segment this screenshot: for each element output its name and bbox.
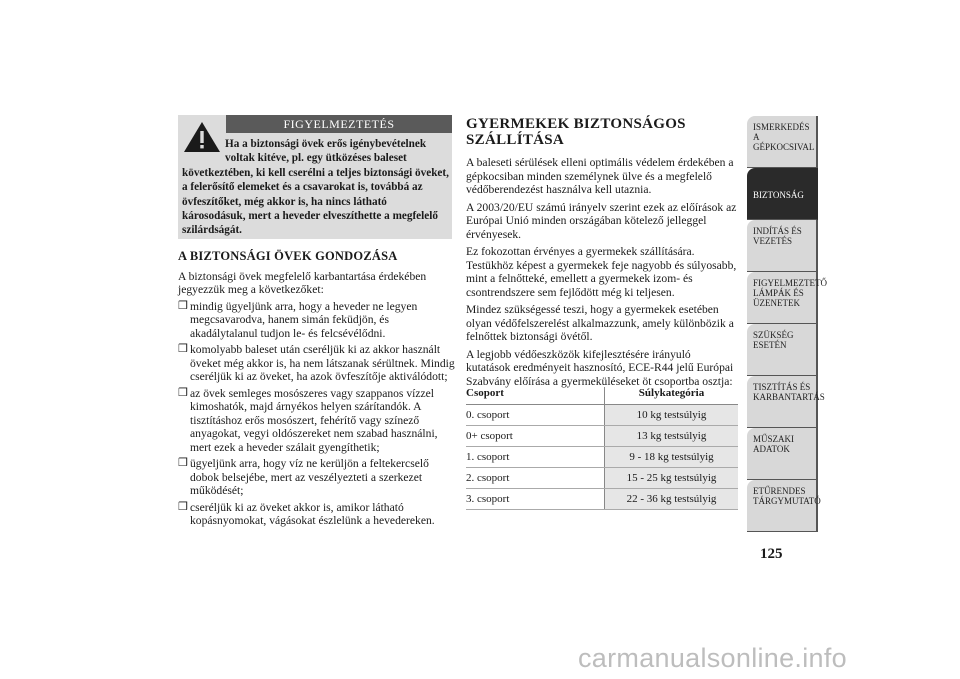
list-item-text: mindig ügyeljünk arra, hogy a heveder ne legyen megcsavarodva, hanem simán feküdjön, és akadálytalanul tudjon le- és felcsévélődni. (190, 299, 418, 340)
warning-text-rest: következtében, ki kell cserélni a teljes biztonsági öveket, a felerősítő elemeket és a csavarokat is, továbbá az övfeszítőket, még akkor is, ha nincs látható károsodásuk, mert a heveder elveszíthette a megfelelő szilárdságát. (182, 166, 449, 237)
tab-starting-driving[interactable] (747, 220, 818, 272)
list-item (178, 457, 456, 498)
list-item (178, 300, 456, 341)
tab-label: TISZTÍTÁS ÉS KARBANTARTÁS (753, 382, 825, 402)
cell-weight: 13 kg testsúlyig (604, 426, 738, 446)
list-item-text: cseréljük ki az öveket akkor is, amikor látható kopásnyomokat, vágásokat észlelünk a hevedereken. (190, 500, 435, 527)
cell-weight: 22 - 36 kg testsúlyig (604, 489, 738, 509)
tab-label: MŰSZAKI ADATOK (753, 434, 795, 454)
warning-text (182, 137, 450, 238)
cell-group: 3. csoport (466, 493, 510, 505)
tab-safety[interactable] (747, 168, 818, 220)
paragraph: Mindez szükségessé teszi, hogy a gyermekek esetében olyan védőfelszerelést alkalmazzunk, amely különbözik a felnőttek biztonsági övétől. (466, 303, 734, 343)
list-item (178, 501, 456, 528)
paragraph: A 2003/20/EU számú irányelv szerint ezek az előírások az Európai Unió minden országában kötelező jelleggel érvényesek. (466, 200, 737, 241)
list-item-text: ügyeljünk arra, hogy víz ne kerüljön a feltekercselő dobok belsejébe, mert az veszélyezteti a szerkezet működését; (190, 457, 429, 497)
table-row (466, 405, 738, 426)
warning-title: FIGYELMEZTETÉS (226, 115, 452, 133)
header-group: Csoport (466, 387, 504, 399)
bullet-marker-icon: ❒ (178, 343, 188, 355)
warning-text-first: Ha a biztonsági övek erős igénybevételnek voltak kitéve, pl. egy ütközéses baleset (225, 138, 427, 165)
cell-group: 0. csoport (466, 409, 510, 421)
right-column (466, 116, 738, 392)
table-row (466, 447, 738, 468)
list-item (178, 387, 456, 455)
table-row (466, 468, 738, 489)
tab-warning-lights[interactable] (747, 272, 827, 324)
header-weight: Súlykategória (604, 387, 738, 404)
section-tabs (747, 116, 827, 532)
table-header (466, 387, 738, 405)
tab-index[interactable] (747, 480, 821, 532)
cell-group: 0+ csoport (466, 430, 513, 442)
paragraph: Ez fokozottan érvényes a gyermekek szállítására. Testükhöz képest a gyermekek feje nagyobb és súlyosabb, mint a felnőtteké, emellett a gyermekek izom- és csontrendszere sem fejlődött még ki teljesen. (466, 245, 737, 299)
table-row (466, 426, 738, 447)
left-column (178, 250, 456, 531)
list-item-text: komolyabb baleset után cseréljük ki az akkor használt öveket még akkor is, ha nem látszanak sérültnek. Mindig cseréljük ki az öveket, ha azok övfeszítője aktiválódott; (190, 343, 455, 383)
tab-technical-data[interactable] (747, 428, 818, 480)
tab-emergency[interactable] (747, 324, 818, 376)
warning-box (178, 115, 452, 239)
cell-group: 2. csoport (466, 472, 510, 484)
bullet-marker-icon: ❒ (178, 386, 188, 399)
tab-getting-to-know[interactable] (747, 116, 818, 168)
table-row (466, 489, 738, 510)
tab-maintenance[interactable] (747, 376, 825, 428)
belt-care-intro: A biztonsági övek megfelelő karbantartása érdekében jegyezzük meg a következőket: (178, 269, 427, 296)
cell-weight: 9 - 18 kg testsúlyig (604, 447, 738, 467)
tab-label: INDÍTÁS ÉS VEZETÉS (753, 226, 802, 246)
bullet-marker-icon: ❒ (178, 500, 188, 513)
cell-group: 1. csoport (466, 451, 510, 463)
bullet-marker-icon: ❒ (178, 299, 188, 312)
group-weight-table (466, 387, 738, 510)
belt-care-heading: A BIZTONSÁGI ÖVEK GONDOZÁSA (178, 249, 398, 263)
list-item (178, 343, 456, 384)
tab-label: ISMERKEDÉS A GÉPKOCSIVAL (753, 122, 815, 152)
child-safety-heading: GYERMEKEK BIZTONSÁGOS SZÁLLÍTÁSA (466, 116, 686, 148)
page-number: 125 (760, 546, 783, 562)
paragraph: A legjobb védőeszközök kifejlesztésére irányuló kutatások eredményeit hasznosító, ECE-R44 jelű Európai Szabvány előírása a gyermeküléseket öt csoportba osztja: (466, 347, 734, 388)
cell-weight: 10 kg testsúlyig (604, 405, 738, 425)
bullet-marker-icon: ❒ (178, 457, 188, 469)
watermark: carmanualsonline.info (578, 643, 847, 673)
cell-weight: 15 - 25 kg testsúlyig (604, 468, 738, 488)
tab-label: ETŰRENDES TÁRGYMUTATÓ (753, 486, 821, 506)
tab-label: FIGYELMEZTETŐ LÁMPÁK ÉS ÜZENETEK (753, 278, 827, 308)
tab-label: BIZTONSÁG (753, 190, 804, 200)
tab-label: SZÜKSÉG ESETÉN (753, 330, 794, 350)
paragraph: A baleseti sérülések elleni optimális védelem érdekében a gépkocsiban minden személynek ülve és a megfelelő védőberendezést használva kell utaznia. (466, 156, 734, 196)
list-item-text: az övek semleges mosószeres vagy szappanos vízzel kimoshatók, majd árnyékos helyen szárítandók. A tisztításhoz erős mosószert, fehérítő vagy színező anyagokat, vegyi oldószereket nem szabad használni, mert ezek a heveder szálait gyengíthetik; (190, 386, 438, 454)
